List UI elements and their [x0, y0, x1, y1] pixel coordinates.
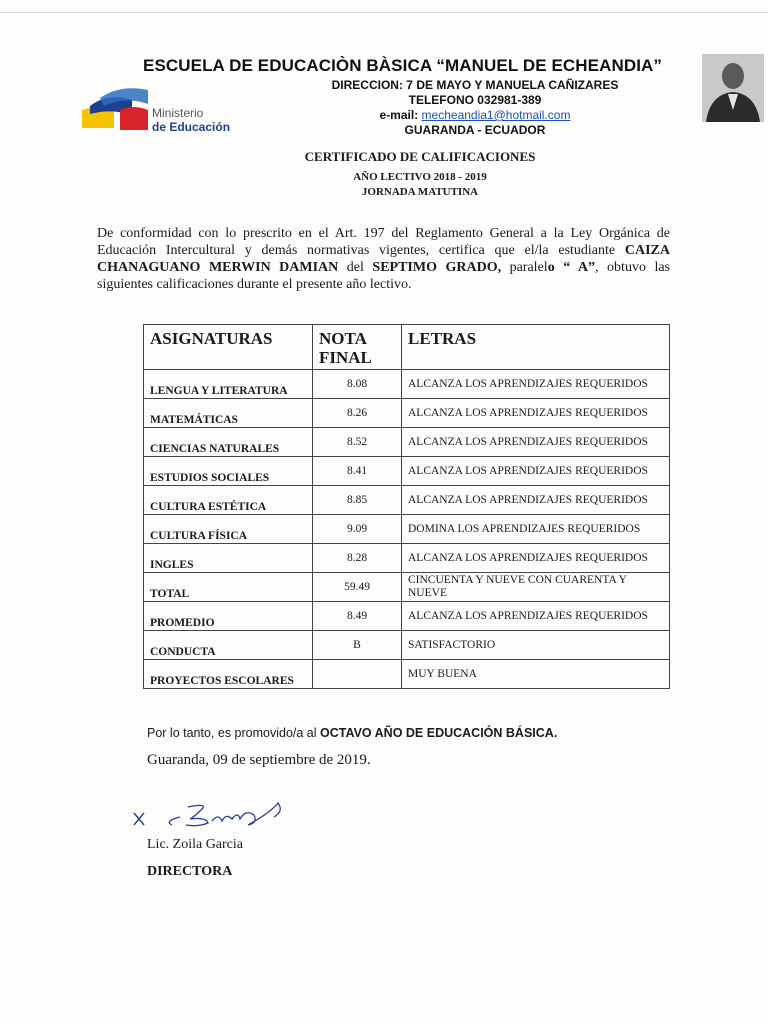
table-row: [144, 486, 670, 515]
table-row: [144, 428, 670, 457]
email-line: [290, 108, 660, 123]
ministry-logo-icon: [80, 80, 150, 132]
email-link[interactable]: mecheandia1@hotmail.com: [421, 108, 571, 122]
letters-cell: CINCUENTA Y NUEVE CON CUARENTA Y NUEVE: [402, 573, 670, 602]
subject-cell: LENGUA Y LITERATURA: [144, 370, 313, 399]
table-row: [144, 573, 670, 602]
grade-cell: 8.52: [313, 428, 402, 457]
school-year: AÑO LECTIVO 2018 - 2019: [353, 171, 487, 183]
grades-table: [143, 324, 670, 689]
letters-cell: ALCANZA LOS APRENDIZAJES REQUERIDOS: [402, 428, 670, 457]
subject-cell: INGLES: [144, 544, 313, 573]
table-row: [144, 370, 670, 399]
contact-block: [290, 78, 660, 138]
letters-cell: ALCANZA LOS APRENDIZAJES REQUERIDOS: [402, 370, 670, 399]
signer-role: DIRECTORA: [147, 864, 233, 879]
intro-paragraph: [97, 225, 670, 293]
letters-cell: ALCANZA LOS APRENDIZAJES REQUERIDOS: [402, 457, 670, 486]
subject-cell: CONDUCTA: [144, 631, 313, 660]
letters-cell: ALCANZA LOS APRENDIZAJES REQUERIDOS: [402, 544, 670, 573]
header-subjects: ASIGNATURAS: [144, 325, 313, 370]
header-letters: LETRAS: [402, 325, 670, 370]
grade-cell: 8.08: [313, 370, 402, 399]
grade-cell: 9.09: [313, 515, 402, 544]
table-row: [144, 544, 670, 573]
promotion-text: Por lo tanto, es promovido/a al: [147, 726, 321, 740]
table-row: [144, 660, 670, 689]
letters-cell: ALCANZA LOS APRENDIZAJES REQUERIDOS: [402, 602, 670, 631]
school-city: GUARANDA - ECUADOR: [404, 123, 546, 137]
header-final-grade: NOTA FINAL: [313, 325, 402, 370]
grade-cell: 8.49: [313, 602, 402, 631]
school-address: DIRECCION: 7 DE MAYO Y MANUELA CAÑIZARES: [331, 78, 619, 92]
email-label: e-mail:: [379, 108, 419, 122]
subject-cell: PROYECTOS ESCOLARES: [144, 660, 313, 689]
promotion-level: OCTAVO AÑO DE EDUCACIÓN BÁSICA.: [320, 726, 558, 740]
grade-cell: B: [313, 631, 402, 660]
ministry-line1: Ministerio: [152, 106, 204, 120]
subject-cell: PROMEDIO: [144, 602, 313, 631]
intro-text: , obtuvo las siguientes calificaciones durante el presente año lectivo.: [97, 260, 670, 292]
grade-cell: 8.41: [313, 457, 402, 486]
school-name: ESCUELA DE EDUCACIÒN BÀSICA “MANUEL DE ECHEANDIA”: [143, 56, 663, 75]
table-header-row: [144, 325, 670, 370]
letters-cell: DOMINA LOS APRENDIZAJES REQUERIDOS: [402, 515, 670, 544]
subject-cell: CIENCIAS NATURALES: [144, 428, 313, 457]
letters-cell: ALCANZA LOS APRENDIZAJES REQUERIDOS: [402, 399, 670, 428]
signature-image: [128, 795, 298, 835]
grade-cell: [313, 660, 402, 689]
subject-cell: MATEMÁTICAS: [144, 399, 313, 428]
letters-cell: ALCANZA LOS APRENDIZAJES REQUERIDOS: [402, 486, 670, 515]
student-grade: SEPTIMO GRADO,: [372, 260, 502, 275]
table-row: [144, 457, 670, 486]
subject-cell: CULTURA FÍSICA: [144, 515, 313, 544]
promotion-line: [147, 726, 557, 740]
letters-cell: MUY BUENA: [402, 660, 670, 689]
table-row: [144, 631, 670, 660]
subject-cell: ESTUDIOS SOCIALES: [144, 457, 313, 486]
table-row: [144, 399, 670, 428]
school-shift: JORNADA MATUTINA: [361, 186, 479, 198]
ministry-name: [152, 106, 230, 134]
ministry-line2: de Educación: [152, 120, 231, 134]
table-row: [144, 602, 670, 631]
signer-name: Lic. Zoila Garcia: [147, 837, 244, 852]
top-rule: [0, 12, 768, 13]
grade-cell: 8.26: [313, 399, 402, 428]
grade-cell: 8.28: [313, 544, 402, 573]
letters-cell: SATISFACTORIO: [402, 631, 670, 660]
table-row: [144, 515, 670, 544]
student-name: CAIZA CHANAGUANO MERWIN DAMIAN: [97, 243, 670, 275]
portrait-image: [702, 54, 764, 122]
subject-cell: CULTURA ESTÉTICA: [144, 486, 313, 515]
date-line: Guaranda, 09 de septiembre de 2019.: [147, 752, 371, 768]
certificate-title: CERTIFICADO DE CALIFICACIONES: [304, 149, 536, 164]
grade-cell: 59.49: [313, 573, 402, 602]
subject-cell: TOTAL: [144, 573, 313, 602]
intro-text: De conformidad con lo prescrito en el Art. 197 del Reglamento General a la Ley Orgánica de Educación Intercultural y demás normativas vigentes, certifica que el/la estudiante: [97, 226, 670, 258]
school-phone: TELEFONO 032981-389: [408, 93, 542, 107]
student-parallel: o “ A”: [547, 260, 596, 275]
intro-text: paralel: [501, 260, 548, 275]
intro-text: del: [338, 260, 373, 275]
grade-cell: 8.85: [313, 486, 402, 515]
